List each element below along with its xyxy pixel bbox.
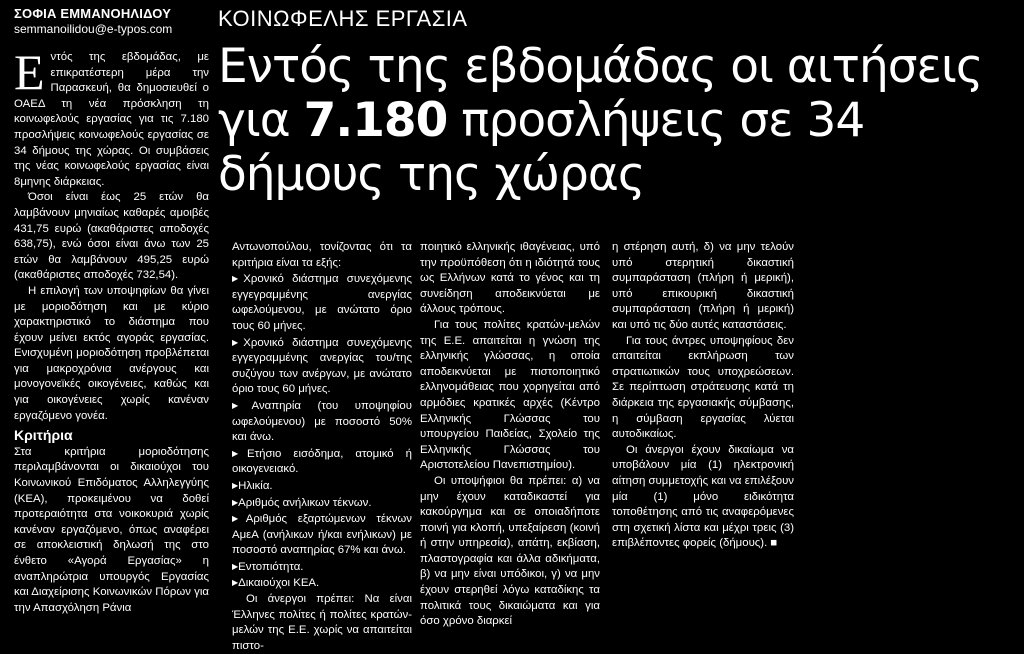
- criteria-item: ▶ Αριθμός εξαρτώμενων τέκνων ΑμεΑ (ανήλικων ή/και ενήλικων) με ποσοστό αναπηρίας 67% και άνω.: [232, 511, 412, 559]
- intro-paragraph: [14, 44, 209, 190]
- column-2: [232, 240, 412, 654]
- paragraph: Στα κριτήρια μοριοδότησης περιλαμβάνονται οι δικαιούχοι του Κοινωνικού Επιδόματος Αλληλεγγύης (ΚΕΑ), προκειμένου να δοθεί προτεραιότητα στα νοικοκυριά χωρίς κανέναν εργαζόμενο, όπως αναφέρει σε αποκλειστική δηλωσή της στο ένθετο «Αγορά Εργασίας» η αναπληρώτρια υπουργός Εργασίας και Διαχείρισης Κοινωνικών Πόρων για την Απασχόληση Ράνια: [14, 445, 209, 614]
- column-1: [14, 44, 209, 616]
- paragraph: Οι άνεργοι πρέπει: Να είναι Έλληνες πολίτες ή πολίτες κρατών-μελών της Ε.Ε. χωρίς να απαιτείται πιστο-: [232, 593, 412, 652]
- criteria-item: ▶ Δικαιούχοι ΚΕΑ.: [232, 575, 412, 592]
- article-headline: [218, 40, 1018, 202]
- paragraph: Αντωνοπούλου, τονίζοντας ότι τα κριτήρια είναι τα εξής:: [232, 241, 412, 269]
- criteria-item: ▶ Χρονικό διάστημα συνεχόμενης εγγεγραμμένης ανεργίας ωφελούμενου, με ανώτατο όριο τους 60 μήνες.: [232, 271, 412, 334]
- paragraph: Οι υποψήφιοι θα πρέπει: α) να μην έχουν καταδικαστεί για κακούργημα και σε οποιαδήποτε ποινή για κλοπή, υπεξαίρεση (κοινή ή στην υπηρεσία), απάτη, εκβίαση, πλαστογραφία και άλλα αδικήματα, β) να μην είναι υπόδικοι, γ) να μην έχουν στερηθεί λόγω καταδίκης τα πολιτικά τους δικαιώματα και για όσο χρόνο διαρκεί: [420, 474, 600, 628]
- criteria-item: ▶ Εντοπιότητα.: [232, 559, 412, 576]
- criteria-item: ▶ Χρονικό διάστημα συνεχόμενης εγγεγραμμένης ανεργίας του/της συζύγου των ανέργων, με ανώτατο όριο τους 60 μήνες.: [232, 335, 412, 398]
- criteria-item: ▶ Αριθμός ανήλικων τέκνων.: [232, 495, 412, 512]
- paragraph: η στέρηση αυτή, δ) να μην τελούν υπό στερητική δικαστική συμπαράσταση (πλήρη ή μερική), υπό επικουρική δικαστική συμπαράσταση (πλήρη ή μερική) και υπό τις δύο αυτές καταστάσεις.: [612, 241, 794, 331]
- paragraph: Οι άνεργοι έχουν δικαίωμα να υποβάλουν μία (1) ηλεκτρονική αίτηση συμμετοχής και να επιλέξουν μία (1) μόνο ειδικότητα τοποθέτησης από τις αναφερόμενες στη σχετική λίστα και μέχρι τρεις (3) επιβλέποντες φορείς (δήμους). ■: [612, 443, 794, 550]
- criteria-item: ▶ Αναπηρία (του υποψηφίου ωφελούμενου) με ποσοστό 50% και άνω.: [232, 398, 412, 446]
- intro-text: ντός της εβδομάδας, με επικρατέστερη μέρα την Παρασκευή, θα δημοσιευθεί ο ΟΑΕΔ τη νέα πρόσκληση τη κοινωφελούς εργασίας για τις 7.180 προσλήψεις κοινωφελούς εργασίας σε 34 δήμους της χώρας. Οι συμβάσεις της νέας κοινωφελούς εργασίας είναι 8μηνης διάρκειας.: [14, 51, 209, 188]
- drop-cap: Ε: [14, 44, 45, 100]
- paragraph: Όσοι είναι έως 25 ετών θα λαμβάνουν μηνιαίως καθαρές αμοιβές 431,75 ευρώ (ακαθάριστες αποδοχές 638,75), ενώ όσοι είναι άνω των 25 ετών θα λαμβάνουν 495,25 ευρώ (ακαθάριστες αποδοχές 732,54).: [14, 191, 209, 282]
- column-4: [612, 240, 794, 552]
- author-name: ΣΟΦΙΑ ΕΜΜΑΝΟΗΛΙΔΟΥ: [14, 6, 172, 21]
- paragraph: Η επιλογή των υποψηφίων θα γίνει με μοριοδότηση και με κύριο χαρακτηριστικό το διάστημα που έχουν μείνει εκτός αγοράς εργασίας. Ενισχυμένη μοριοδότηση προβλέπεται για μακροχρόνια ανέργους και μονογονεϊκές οικογένειες, καθώς και για οικογένειες χωρίς κανέναν εργαζόμενο γονέα.: [14, 284, 209, 422]
- paragraph: ποιητικό ελληνικής ιθαγένειας, υπό την προϋπόθεση ότι η ιδιότητά τους ως Ελλήνων κατά το γένος και τη συνείδηση αποδεικνύεται με άλλους τρόπους.: [420, 241, 600, 316]
- author-byline: [14, 6, 204, 36]
- criteria-item: ▶ Ηλικία.: [232, 478, 412, 495]
- column-3: [420, 240, 600, 630]
- criteria-item: ▶ Ετήσιο εισόδημα, ατομικό ή οικογενειακό.: [232, 446, 412, 478]
- headline-part1: Εντός της εβδομάδας οι αιτήσεις για: [218, 39, 983, 148]
- section-label: ΚΟΙΝΩΦΕΛΗΣ ΕΡΓΑΣΙΑ: [218, 6, 468, 31]
- headline-part2: προσλήψεις σε 34 δήμους της χώρας: [218, 93, 865, 202]
- author-email[interactable]: semmanoilidou@e-typos.com: [14, 22, 173, 36]
- paragraph: Για τους πολίτες κρατών-μελών της Ε.Ε. απαιτείται η γνώση της ελληνικής γλώσσας, η οποία αποδεικνύεται με πιστοποιητικό ελληνομάθειας που χορηγείται από αρμόδιες κρατικές αρχές (Κέντρο Ελληνικής Γλώσσας του υπουργείου Παιδείας, Σχολείο της Ελληνικής Γλώσσας του Αριστοτελείου Πανεπιστημίου).: [420, 318, 600, 472]
- headline-highlight: 7.180: [303, 93, 448, 148]
- subheading: Κριτήρια: [14, 427, 73, 444]
- paragraph: Για τους άντρες υποψηφίους δεν απαιτείται εκπλήρωση των στρατιωτικών τους υποχρεώσεων. Σε περίπτωση στράτευσης κατά τη διάρκεια της εργασιακής σύμβασης, η σύμβαση εργασίας λύεται αυτοδικαίως.: [612, 334, 794, 441]
